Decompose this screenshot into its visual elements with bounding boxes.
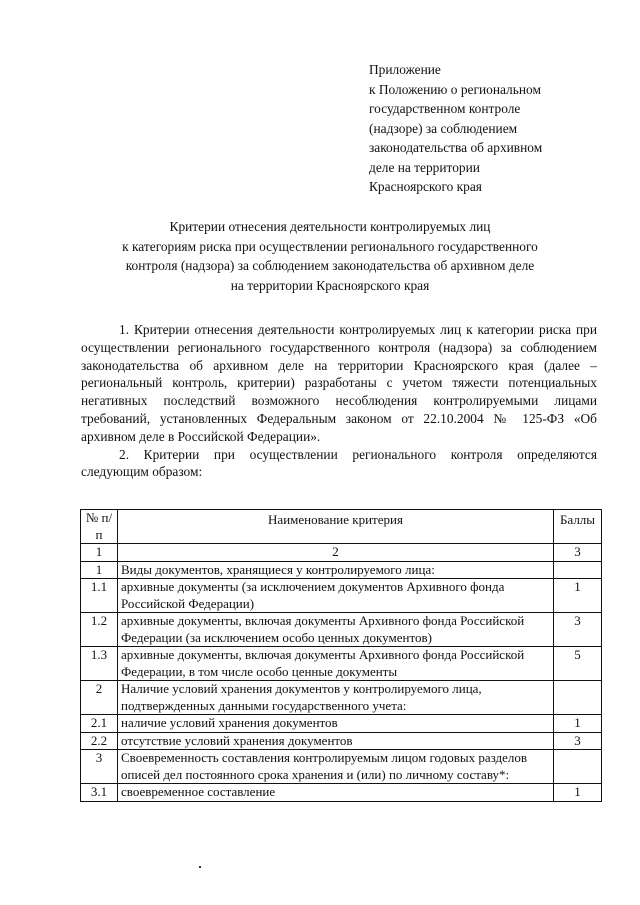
header-points: Баллы bbox=[554, 510, 602, 544]
appendix-line: государственном контроле bbox=[369, 101, 521, 116]
row-num: 3.1 bbox=[81, 784, 118, 802]
table-row bbox=[81, 681, 602, 715]
table-row bbox=[81, 715, 602, 733]
index-points: 3 bbox=[554, 544, 602, 562]
appendix-line: Приложение bbox=[369, 62, 441, 77]
appendix-line: (надзоре) за соблюдением bbox=[369, 120, 518, 136]
criteria-table bbox=[80, 509, 602, 802]
index-num: 1 bbox=[81, 544, 118, 562]
appendix-block bbox=[369, 60, 619, 197]
row-name: архивные документы, включая документы Архивного фонда Российской Федерации, в том числе особо ценные документы bbox=[118, 647, 554, 681]
title-line: Критерии отнесения деятельности контролируемых лиц bbox=[169, 219, 491, 234]
row-name: Виды документов, хранящиеся у контролируемого лица: bbox=[118, 561, 554, 579]
document-body bbox=[81, 321, 597, 481]
table-row bbox=[81, 561, 602, 579]
table-index-row bbox=[81, 544, 602, 562]
row-num: 1.3 bbox=[81, 647, 118, 681]
row-points: 5 bbox=[554, 647, 602, 681]
appendix-line: деле на территории bbox=[369, 159, 480, 175]
row-num: 1.2 bbox=[81, 613, 118, 647]
appendix-line: Красноярского края bbox=[369, 179, 482, 194]
row-points: 3 bbox=[554, 732, 602, 750]
row-name: Своевременность составления контролируемым лицом годовых разделов описей дел постоянного срока хранения и (или) по личному составу*: bbox=[118, 750, 554, 784]
table-header-row bbox=[81, 510, 602, 544]
index-name: 2 bbox=[118, 544, 554, 562]
row-name: наличие условий хранения документов bbox=[118, 715, 554, 733]
row-num: 1 bbox=[81, 561, 118, 579]
title-line: на территории Красноярского края bbox=[230, 277, 430, 293]
header-name: Наименование критерия bbox=[118, 510, 554, 544]
row-name: архивные документы, включая документы Архивного фонда Российской Федерации (за исключением особо ценных документов) bbox=[118, 613, 554, 647]
row-points: 1 bbox=[554, 784, 602, 802]
table-row bbox=[81, 732, 602, 750]
paragraph-1: 1. Критерии отнесения деятельности контролируемых лиц к категории риска при осуществлении регионального государственного контроля (надзора) за соблюдением законодательства об архивном деле на территории Красноярского края (далее – региональный контроль, критерии) разработаны с учетом тяжести потенциальных негативных последствий возможного несоблюдения контролируемыми лицами требований, установленных Федеральным законом от 22.10.2004 № 125-ФЗ «Об архивном деле в Российской Федерации». bbox=[81, 322, 597, 444]
table-row bbox=[81, 579, 602, 613]
row-points: 1 bbox=[554, 715, 602, 733]
paragraph-2: 2. Критерии при осуществлении регионального контроля определяются следующим образом: bbox=[81, 446, 597, 480]
row-num: 2.1 bbox=[81, 715, 118, 733]
title-line: контроля (надзора) за соблюдением законодательства об архивном деле bbox=[125, 258, 535, 273]
row-points: 1 bbox=[554, 579, 602, 613]
table-row bbox=[81, 647, 602, 681]
row-points bbox=[554, 750, 602, 784]
row-num: 3 bbox=[81, 750, 118, 784]
row-name: отсутствие условий хранения документов bbox=[118, 732, 554, 750]
table-row bbox=[81, 613, 602, 647]
row-num: 2.2 bbox=[81, 732, 118, 750]
row-name: архивные документы (за исключением документов Архивного фонда Российской Федерации) bbox=[118, 579, 554, 613]
row-points bbox=[554, 561, 602, 579]
appendix-line: законодательства об архивном bbox=[369, 140, 543, 155]
document-title bbox=[70, 217, 590, 295]
table-row bbox=[81, 784, 602, 802]
row-num: 2 bbox=[81, 681, 118, 715]
table-row bbox=[81, 750, 602, 784]
title-line: к категориям риска при осуществлении регионального государственного bbox=[122, 238, 538, 254]
row-name: Наличие условий хранения документов у контролируемого лица, подтвержденных данными государственного учета: bbox=[118, 681, 554, 715]
appendix-line: к Положению о региональном bbox=[369, 81, 541, 97]
row-num: 1.1 bbox=[81, 579, 118, 613]
header-num: № п/п bbox=[81, 510, 118, 544]
row-points bbox=[554, 681, 602, 715]
row-points: 3 bbox=[554, 613, 602, 647]
row-name: своевременное составление bbox=[118, 784, 554, 802]
scan-speck bbox=[199, 866, 201, 868]
